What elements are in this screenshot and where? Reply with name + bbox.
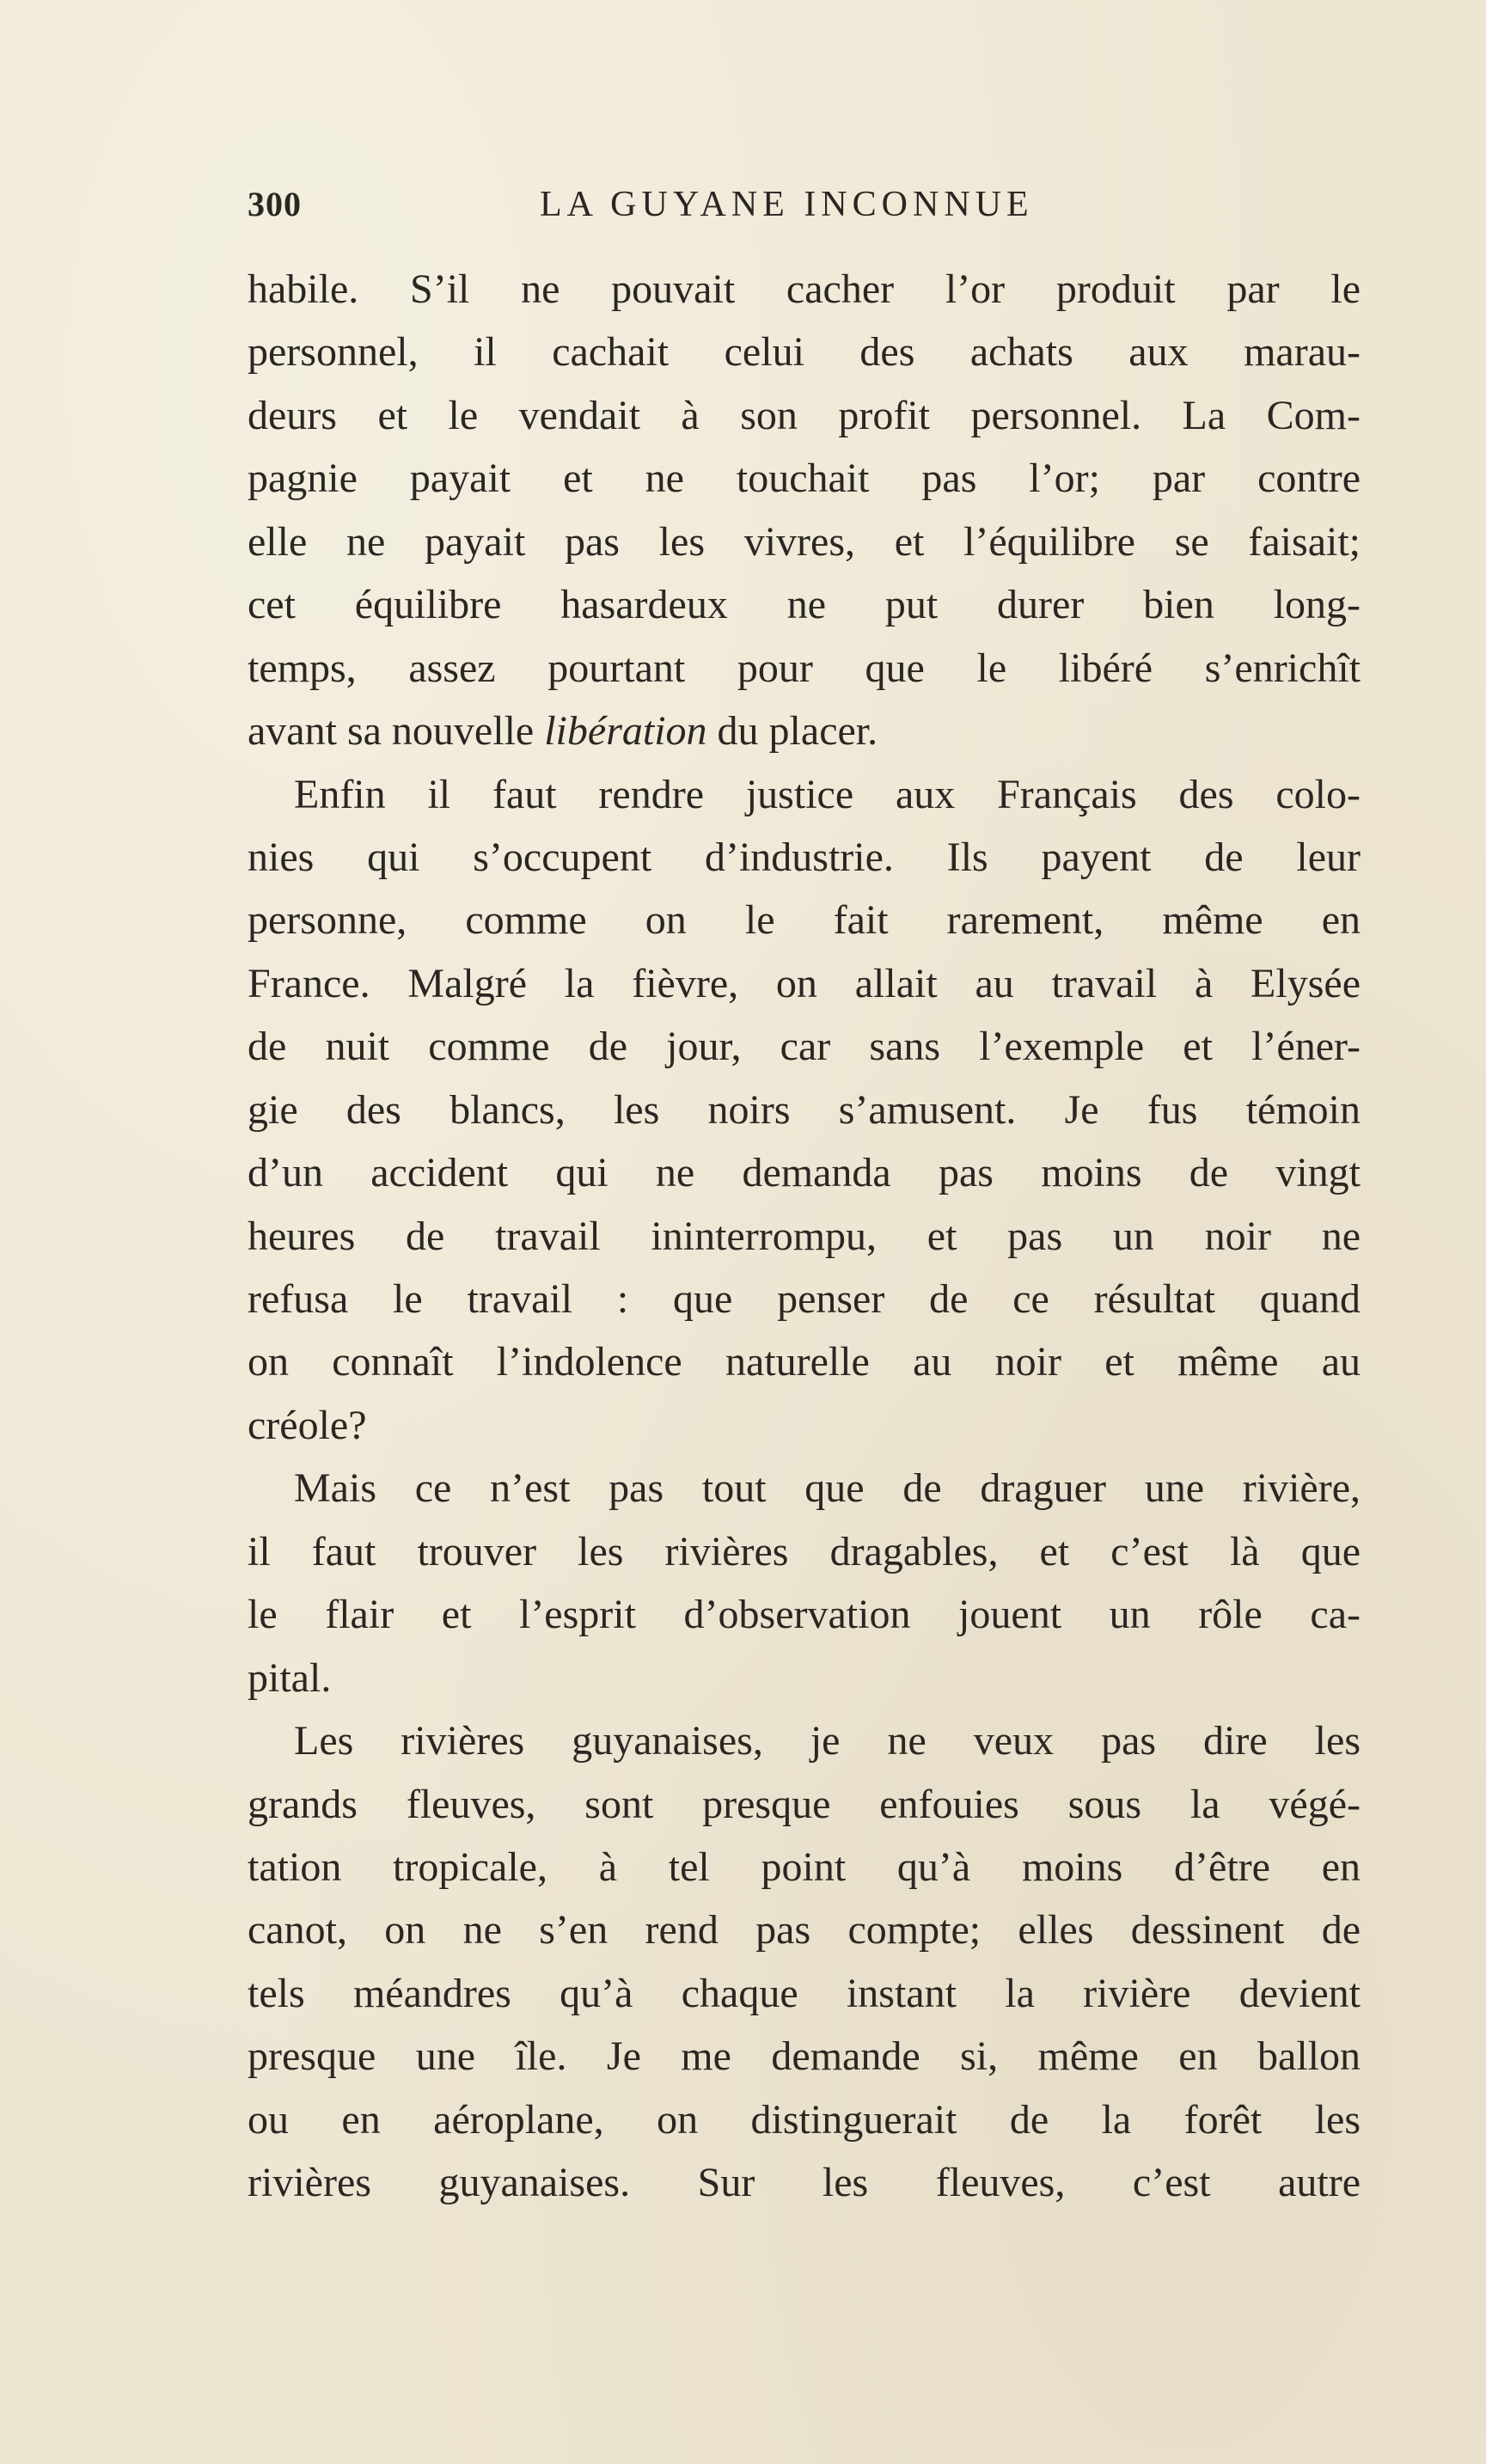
text-line: canot, on ne s’en rend pas compte; elles dessinent de: [248, 1907, 1361, 1953]
text-line: nies qui s’occupent d’industrie. Ils payent de leur: [248, 834, 1361, 880]
text-line: pital.: [248, 1654, 332, 1701]
text-line: refusa le travail : que penser de ce résultat quand: [248, 1276, 1361, 1322]
running-head: [248, 184, 1219, 235]
text-line: il faut trouver les rivières dragables, et c’est là que: [248, 1528, 1361, 1574]
paragraph-start-line: Mais ce n’est pas tout que de draguer une rivière,: [294, 1465, 1361, 1512]
text-run: avant sa nouvelle: [248, 708, 545, 755]
text-line: personne, comme on le fait rarement, même en: [248, 897, 1361, 944]
italic-run: libération: [544, 708, 707, 755]
text-line: pagnie payait et ne touchait pas l’or; par contre: [248, 456, 1361, 502]
text-line: ou en aéroplane, on distinguerait de la forêt les: [248, 2096, 1361, 2143]
text-line: temps, assez pourtant pour que le libéré s’enrichît: [248, 645, 1361, 691]
text-line: [248, 700, 1361, 762]
text-line: elle ne payait pas les vivres, et l’équilibre se faisait;: [248, 518, 1361, 565]
text-line: on connaît l’indolence naturelle au noir et même au: [248, 1339, 1361, 1385]
text-line: presque une île. Je me demande si, même en ballon: [248, 2033, 1361, 2080]
text-line: cet équilibre hasardeux ne put durer bien long-: [248, 582, 1361, 628]
text-line: de nuit comme de jour, car sans l’exemple et l’éner-: [248, 1024, 1361, 1070]
text-line: France. Malgré la fièvre, on allait au travail à Elysée: [248, 960, 1361, 1006]
text-line: le flair et l’esprit d’observation jouent un rôle ca-: [248, 1592, 1361, 1638]
text-line: gie des blancs, les noirs s’amusent. Je fus témoin: [248, 1086, 1361, 1133]
text-line: habile. S’il ne pouvait cacher l’or produit par le: [248, 266, 1361, 312]
text-line: personnel, il cachait celui des achats aux marau-: [248, 329, 1361, 376]
text-line: grands fleuves, sont presque enfouies sous la végé-: [248, 1781, 1361, 1827]
page-number: 300: [248, 185, 302, 223]
text-line: deurs et le vendait à son profit personnel. La Com-: [248, 392, 1361, 438]
text-run: du placer.: [706, 708, 878, 755]
text-line: rivières guyanaises. Sur les fleuves, c’est autre: [248, 2160, 1361, 2206]
text-line: créole?: [248, 1402, 367, 1448]
body-text: [248, 258, 1361, 2389]
text-line: tels méandres qu’à chaque instant la rivière devient: [248, 1970, 1361, 2016]
text-line: heures de travail ininterrompu, et pas un noir ne: [248, 1213, 1361, 1259]
paragraph-start-line: Les rivières guyanaises, je ne veux pas dire les: [294, 1718, 1361, 1764]
text-line: d’un accident qui ne demanda pas moins de vingt: [248, 1150, 1361, 1196]
paragraph-start-line: Enfin il faut rendre justice aux Français des colo-: [294, 771, 1361, 817]
running-title: LA GUYANE INCONNUE: [540, 185, 1034, 224]
text-line: tation tropicale, à tel point qu’à moins d’être en: [248, 1843, 1361, 1890]
